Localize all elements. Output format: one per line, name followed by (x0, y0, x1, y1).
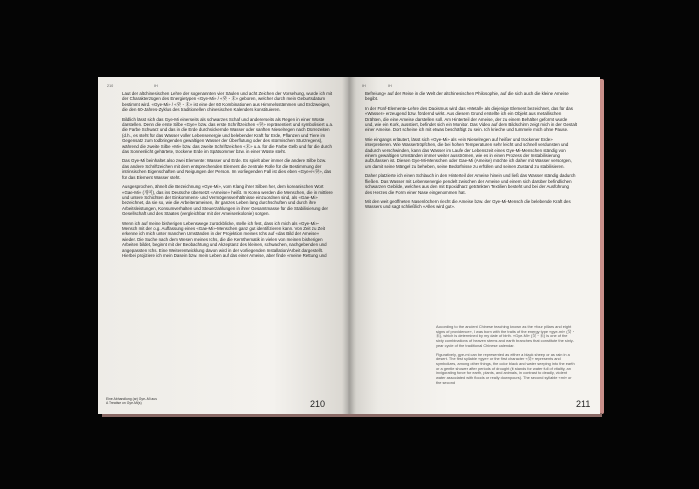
page-number: 211 (576, 399, 591, 409)
paragraph: Daher platzierte ich einen Schlauch in den Hinterteil der Ameise hinein und ließ das Wasser ständig dadurch fließen. Das Wasser mit Lebensenergie pendelt zwischen der Ameise und einem sich darüber befindlichen schwarzen Gebilde, welches aus den mit Epoxidharz getränkten Textilien besteht und bei der Ausführung des Herzes die Form einer Nase eingenommen hat. (365, 173, 576, 195)
running-head-initials: IH (154, 84, 158, 88)
left-page (98, 77, 348, 414)
running-head-initials: IH (388, 84, 392, 88)
paragraph: Befreiung» auf der Reise in die Welt der altchinesischen Philosophie, auf die sich auch die kleine Ameise begibt. (365, 91, 569, 102)
paragraph: Das Gye-Mi beinhaltet also zwei Elemente: Wasser und Erde. Es spielt aber immer die andere Silbe bzw. das andere Schriftzeichen mit dem entsprechenden Element die zentrale Rolle für die Bestimmung der intrinsischen Eigenschaften und Neigungen der Person. Im vorliegenden Fall ist dies eben «Gye»/«癸», das für das Element Wasser steht. (122, 158, 332, 180)
paragraph: Ausgesprochen, ähnelt die Bezeichnung «Gye-Mi», vom Klang ihrer Silben her, dem koreanischen Wort «Gae-Mi» (개미), das ins Deutsche übersetzt «Ameise» heißt. In Korea werden die Menschen, die in mittlere und untere Schichten der Einkommens- und Vermögensverhältnisse einzuordnen sind, als «Gae-Mi» bezeichnet, da sie so, wie die Arbeiterameisen, ihr ganzes Leben lang durchschuften und durch ihre Arbeitsleistungen, Konsumverhalten und Steuerzahlungen in ihrer Gesamtmasse für die Stabilisierung der Gesellschaft und des Staates (vergleichbar mit der Ameisenkolonie) sorgen. (122, 184, 333, 217)
paragraph: Laut der altchinesischen Lehre der sogenannten vier Säulen und acht Zeichen der Vorsehung, wurde ich mit der Charakterzügen des Energietypen «Gye-Mi» / «癸・未» geboren, welcher durch mein Geburtsdatum bestimmt wird. «Gye-Mi» / «癸・未» ist eine der 60 Kombinationen aus Himmelsstämmen und Erdzweigen, die den 60-Jahres-Zyklus des traditionellen chinesischen Kalenders konstituieren. (122, 91, 333, 113)
paragraph: Figuratively, gye-mi can be represented as either a black sheep or as rain in a desert. The first syllable «gye» or the first character «癸» represents and symbolizes, among other things, the color black and water seeping into the earth or a gentle shower after periods of drought (it stands for water full of vitality, an invigorating force for earth, plants, and animals, in contrast to deadly, violent water associated with floods or really downpours). The second syllable «mi» or the second (436, 351, 575, 385)
paragraph: Bildlich lässt sich das Gye-Mi einerseits als schwarzes Schaf und andererseits als Regen in einer Wüste darstellen. Denn die erste Silbe «Gye» bzw. das erste Schriftzeichen «癸» repräsentiert und symbolisiert u.a. die Farbe Schwarz und das in die Erde durchsickernde Wasser oder sanften Nieselregen nach Dürrezeiten (d.h., es steht für das Wasser voller Lebensenergie und belebender Kraft für Erde, Pflanzen und Tiere im Gegensatz zum todbringenden gewaltigen Wasser der Überflutung oder des stürmischen Sturzregens), während die zweite Silbe «Mi» bzw. das zweite Schriftzeichen «未» u.a. für die Farbe Gelb und für die durch das Sonnenlicht gehärtete, trockene Erde im Spätsommer bzw. in einer Wüste steht. (122, 116, 334, 155)
paragraph: According to the ancient Chinese teaching known as the «four pillars and eight signs of providence», I was born with the traits of the energy type «gye-mi» (癸・未), which is determined by my date of birth. «Gye-Mi» (癸・未) is one of the sixty combinations of heaven stems and earth branches that constitute the sixty-year cycle of the traditional Chinese calendar. (436, 324, 576, 348)
german-text-column (122, 91, 334, 262)
right-page (348, 77, 600, 414)
page-number: 210 (310, 399, 326, 409)
english-translation-column (436, 325, 576, 389)
paragraph: Wie eingangs erläutert, lässt sich «Gye-Mi» als «ein Nieselregen auf heißer und trockener Erde» interpretieren. Wie Wassertröpfchen, die bei hohen Temperaturen sehr leicht und schnell verdunsten und dadurch verschwinden, kann das Wasser im Laufe der Lebenszeit eines Gye-Mi-Menschen ständig von einem gewaltigen Umständen immer weiter ausströmen, wie es in einen Prozess der Instabilisierung aufzufassen ist. Diesen Gye-Mi-Menschen oder Gae-Mi (Ameise) möchte ich daher mit Wasser versorgen, um damit seine Mängel zu beheben, seine Bedürfnisse zu erfüllen und seinen Zustand zu stabilisieren. (365, 136, 572, 169)
book-spread (98, 77, 600, 414)
german-text-column (365, 91, 577, 214)
credit-line: A Treatise on Gye-Mi(s) (106, 401, 142, 406)
running-head-initials: IH (362, 84, 366, 88)
credit-line: Eine Abhandlung (ar) Gye–Mi aus (106, 397, 157, 401)
gutter-shadow (342, 77, 356, 414)
running-head-page: 210 (107, 84, 114, 88)
paragraph: Mit den weit geöffneten Nasenlöchern riecht die Ameise bzw. der Gye-Mi-Mensch die belebende Kraft des Wassers und sagt schließlich «Alles wird gut». (365, 198, 571, 210)
paragraph: Wenn ich auf meine bisherigen Lebenswege zurückblicke, stelle ich fest, dass ich mich als «Gye-Mi»-Mensch mit der o.g. Auffassung eines «Gae-Mi»-Menschen ganz gut identifizieren kann. Von Zeit zu Zeit erkenne ich mich unter manchen Umständen in der Projektion meines Ichs auf «das Bild der Ameise» wieder. Die Suche nach dem Wesen meines Ichs, die die Kernthematik in vielen von meinen bisherigen Arbeiten bildet, beginnt mit der Beobachtung und Akzeptanz des kleinen, schwachen, nachgebenden und angepassten Ichs. Eine Weiterentwicklung davon wird in der vorliegenden Installation/Arbeit dargestellt. Hierbei projiziere ich mein Dasein bzw. mein Leben auf das einer Ameise, aber finde «meine Rettung und (122, 220, 327, 258)
book-credit (106, 397, 157, 405)
paragraph: In der Fünf-Elemente-Lehre des Daoismus wird das «Metall» als diejenige Element bezeichnet, das für das «Wasser» erzeugend bzw. fördernd wirkt. Aus diesem Grund erstellte ich ein Objekt aus metallischen Drähten, die eine Ameise darstellen soll. Am Hinterteil der Ameise, der zu einem Behälter geformt wurde und, wie ein Kork, ausstiert, befindet sich ein Monitor. Das Video auf dem Bildschirm zeigt mich in der Gestalt einer Ameise. Dort scheine ich mit etwas beschäftigt zu sein. Ich krieche und tummele mich ohne Pause. (365, 105, 577, 133)
